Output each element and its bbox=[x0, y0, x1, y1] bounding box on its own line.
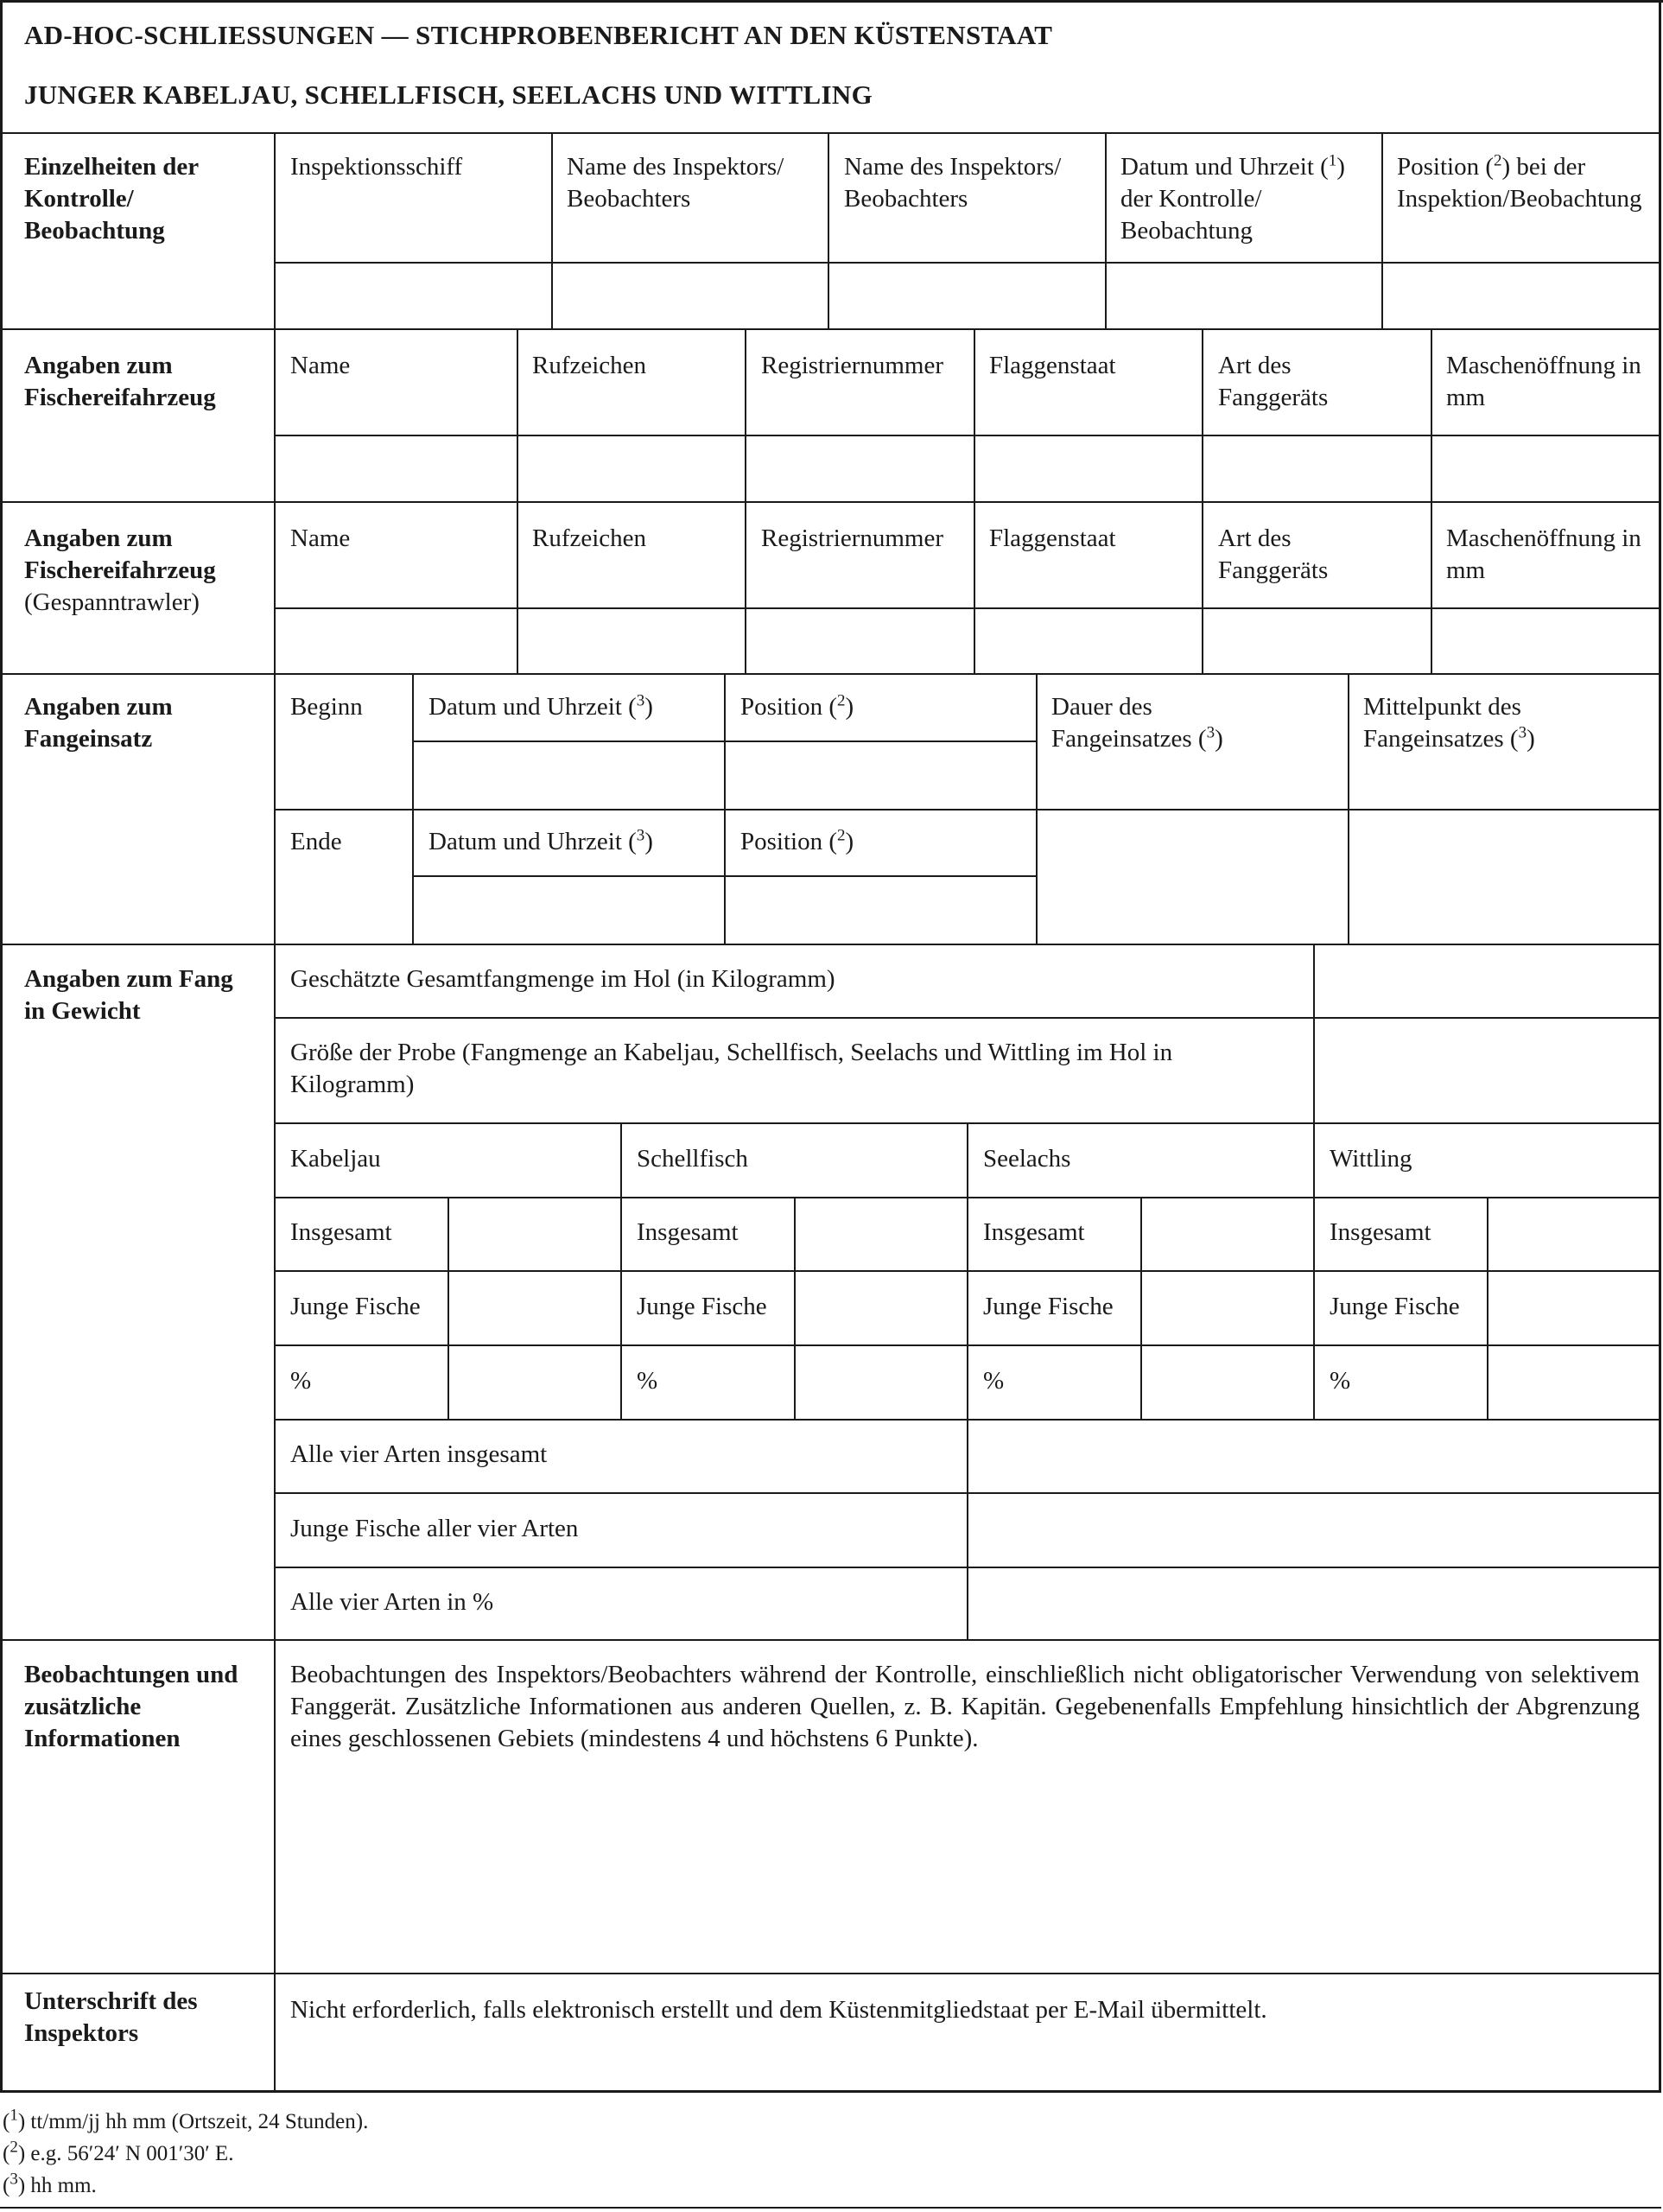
fishing-duration-field[interactable] bbox=[1038, 810, 1348, 944]
vessel2-regno-field[interactable] bbox=[746, 609, 974, 673]
control-datetime-field[interactable] bbox=[1107, 264, 1381, 328]
species-header-whiting: Wittling bbox=[1330, 1145, 1412, 1173]
haddock-juvenile-field[interactable] bbox=[796, 1272, 967, 1344]
species-header-saithe: Seelachs bbox=[983, 1145, 1071, 1173]
vessel-col-name: Name bbox=[290, 352, 351, 379]
catch-sample-size-field[interactable] bbox=[1315, 1019, 1659, 1122]
fishing-start-datetime-field[interactable] bbox=[414, 742, 724, 809]
vessel2-name-field[interactable] bbox=[276, 609, 517, 673]
sep-vessel bbox=[0, 501, 1661, 503]
vessel-col-flag: Flaggenstaat bbox=[989, 352, 1116, 379]
observations-field[interactable] bbox=[276, 1763, 1659, 1973]
sep-catch bbox=[0, 1639, 1661, 1641]
control-position-field[interactable] bbox=[1383, 264, 1659, 328]
vessel2-flag-field[interactable] bbox=[975, 609, 1202, 673]
saithe-juvenile-label: Junge Fische bbox=[983, 1293, 1114, 1320]
fishing-midpoint-label: Mittelpunkt des Fangeinsatzes ($^3$) bbox=[1363, 693, 1535, 753]
catch-total-estimate-label: Geschätzte Gesamtfangmenge im Hol (in Kilogramm) bbox=[290, 965, 835, 993]
cod-percent-field[interactable] bbox=[449, 1346, 620, 1419]
col-header-inspector-b: Name des Inspektors/ Beobachters bbox=[844, 153, 1062, 213]
saithe-juvenile-field[interactable] bbox=[1142, 1272, 1313, 1344]
frame-left bbox=[0, 0, 3, 2093]
catch-species-col-2 bbox=[967, 1122, 968, 1420]
cod-juvenile-label: Junge Fische bbox=[290, 1293, 421, 1320]
vessel2-section-label: Angaben zum Fischereifahrzeug (Gespanntrawler) bbox=[24, 524, 216, 616]
fishing-duration-label: Dauer des Fangeinsatzes ($^3$) bbox=[1051, 693, 1223, 753]
haddock-total-label: Insgesamt bbox=[637, 1218, 739, 1246]
footnote-1: ($^1$) tt/mm/jj hh mm (Ortszeit, 24 Stunden). bbox=[3, 2106, 369, 2133]
catch-species-col-3 bbox=[1313, 1122, 1315, 1420]
saithe-total-field[interactable] bbox=[1142, 1198, 1313, 1270]
signature-section-label: Unterschrift des Inspektors bbox=[24, 1987, 198, 2047]
control-section-label: Einzelheiten der Kontrolle/ Beobachtung bbox=[24, 153, 200, 245]
haddock-juvenile-label: Junge Fische bbox=[637, 1293, 767, 1320]
vessel2-col-flag: Flaggenstaat bbox=[989, 524, 1116, 552]
whiting-percent-field[interactable] bbox=[1488, 1346, 1659, 1419]
vessel-gear-field[interactable] bbox=[1203, 436, 1431, 501]
vessel2-col-mesh: Maschenöffnung in mm bbox=[1446, 524, 1641, 584]
whiting-juvenile-field[interactable] bbox=[1488, 1272, 1659, 1344]
saithe-percent-field[interactable] bbox=[1142, 1346, 1313, 1419]
saithe-total-label: Insgesamt bbox=[983, 1218, 1085, 1246]
whiting-total-field[interactable] bbox=[1488, 1198, 1659, 1270]
fishing-end-datetime-field[interactable] bbox=[414, 877, 724, 944]
all-species-juvenile-field[interactable] bbox=[968, 1494, 1659, 1567]
form-title-line-1: AD-HOC-SCHLIESSUNGEN — STICHPROBENBERICHT AN DEN KÜSTENSTAAT bbox=[24, 20, 1053, 50]
catch-species-col-1 bbox=[620, 1122, 622, 1420]
catch-total-estimate-field[interactable] bbox=[1315, 945, 1659, 1017]
haddock-percent-label: % bbox=[637, 1367, 658, 1395]
col-header-inspector-a: Name des Inspektors/ Beobachters bbox=[567, 153, 784, 213]
vessel2-col-regno: Registriernummer bbox=[761, 524, 944, 552]
vessel-col-regno: Registriernummer bbox=[761, 352, 944, 379]
fishing-start-position-field[interactable] bbox=[726, 742, 1036, 809]
control-ship-field[interactable] bbox=[276, 264, 551, 328]
saithe-percent-label: % bbox=[983, 1367, 1005, 1395]
fishing-midpoint-field[interactable] bbox=[1349, 810, 1659, 944]
vessel2-mesh-field[interactable] bbox=[1432, 609, 1659, 673]
vessel-col-callsign: Rufzeichen bbox=[532, 352, 647, 379]
sep-control bbox=[0, 328, 1661, 330]
frame-bottom bbox=[0, 2090, 1661, 2093]
whiting-percent-label: % bbox=[1330, 1367, 1351, 1395]
col-header-datetime: Datum und Uhrzeit ($^1$) der Kontrolle/ Beobachtung bbox=[1120, 151, 1345, 245]
all-species-total-field[interactable] bbox=[968, 1421, 1659, 1492]
fishing-end-datetime-label: Datum und Uhrzeit ($^3$) bbox=[428, 826, 653, 855]
vessel2-gear-field[interactable] bbox=[1203, 609, 1431, 673]
vessel2-col-gear: Art des Fanggeräts bbox=[1218, 524, 1329, 584]
fishing-start-position-label: Position ($^2$) bbox=[740, 691, 854, 721]
whiting-juvenile-label: Junge Fische bbox=[1330, 1293, 1460, 1320]
signature-text: Nicht erforderlich, falls elektronisch erstellt und dem Küstenmitgliedstaat per E-Mail übermittelt. bbox=[290, 1996, 1267, 2024]
fishing-start-label: Beginn bbox=[290, 693, 363, 721]
fishing-section-label: Angaben zum Fangeinsatz bbox=[24, 693, 173, 753]
vessel-col-gear: Art des Fanggeräts bbox=[1218, 352, 1329, 411]
whiting-total-label: Insgesamt bbox=[1330, 1218, 1431, 1246]
control-inspector-a-field[interactable] bbox=[553, 264, 828, 328]
haddock-percent-field[interactable] bbox=[796, 1346, 967, 1419]
col-header-position: Position ($^2$) bei der Inspektion/Beobachtung bbox=[1397, 151, 1642, 213]
species-header-cod: Kabeljau bbox=[290, 1145, 381, 1173]
form-title-line-2: JUNGER KABELJAU, SCHELLFISCH, SEELACHS UND WITTLING bbox=[24, 79, 873, 110]
vessel-flag-field[interactable] bbox=[975, 436, 1202, 501]
haddock-total-field[interactable] bbox=[796, 1198, 967, 1270]
catch-sample-size-label: Größe der Probe (Fangmenge an Kabeljau, Schellfisch, Seelachs und Wittling im Hol in Kilogramm) bbox=[290, 1039, 1173, 1098]
vessel2-col-callsign: Rufzeichen bbox=[532, 524, 647, 552]
cod-juvenile-field[interactable] bbox=[449, 1272, 620, 1344]
all-species-juvenile-label: Junge Fische aller vier Arten bbox=[290, 1515, 579, 1542]
all-species-percent-field[interactable] bbox=[968, 1568, 1659, 1639]
control-inspector-b-field[interactable] bbox=[829, 264, 1105, 328]
cod-total-label: Insgesamt bbox=[290, 1218, 392, 1246]
footnote-3: ($^3$) hh mm. bbox=[3, 2170, 97, 2197]
vessel-callsign-field[interactable] bbox=[518, 436, 745, 501]
vessel-section-label: Angaben zum Fischereifahrzeug bbox=[24, 352, 216, 411]
fishing-end-position-label: Position ($^2$) bbox=[740, 826, 854, 855]
catch-section-label: Angaben zum Fang in Gewicht bbox=[24, 965, 233, 1025]
all-species-percent-label: Alle vier Arten in % bbox=[290, 1588, 494, 1616]
cod-percent-label: % bbox=[290, 1367, 312, 1395]
vessel-regno-field[interactable] bbox=[746, 436, 974, 501]
observations-text: Beobachtungen des Inspektors/Beobachters während der Kontrolle, einschließlich nicht obligatorischer Verwendung von selektivem Fanggerät. Zusätzliche Informationen aus anderen Quellen, z. B. Kapitän. Gegebenenfalls Empfehlung hinsichtlich der Abgrenzung eines geschlossenen Gebiets (mindestens 4 und höchstens 6 Punkte). bbox=[290, 1661, 1640, 1752]
bottom-rule bbox=[0, 2207, 1661, 2209]
sep-header bbox=[0, 132, 1661, 134]
observations-section-label: Beobachtungen und zusätzliche Informationen bbox=[24, 1661, 238, 1752]
frame-top bbox=[0, 0, 1663, 3]
sep-observations bbox=[0, 1973, 1661, 1974]
footnote-2: ($^2$) e.g. 56′24′ N 001′30′ E. bbox=[3, 2138, 234, 2165]
species-header-haddock: Schellfisch bbox=[637, 1145, 748, 1173]
vessel-col-mesh: Maschenöffnung in mm bbox=[1446, 352, 1641, 411]
col-header-ship: Inspektionsschiff bbox=[290, 153, 463, 181]
fishing-end-label: Ende bbox=[290, 828, 342, 855]
fishing-end-position-field[interactable] bbox=[726, 877, 1036, 944]
vessel-mesh-field[interactable] bbox=[1432, 436, 1659, 501]
cod-total-field[interactable] bbox=[449, 1198, 620, 1270]
all-species-total-label: Alle vier Arten insgesamt bbox=[290, 1440, 548, 1468]
fishing-start-datetime-label: Datum und Uhrzeit ($^3$) bbox=[428, 691, 653, 721]
vessel2-callsign-field[interactable] bbox=[518, 609, 745, 673]
vessel-name-field[interactable] bbox=[276, 436, 517, 501]
vessel2-col-name: Name bbox=[290, 524, 351, 552]
frame-right bbox=[1659, 0, 1661, 2093]
sep-vessel2 bbox=[0, 673, 1661, 675]
